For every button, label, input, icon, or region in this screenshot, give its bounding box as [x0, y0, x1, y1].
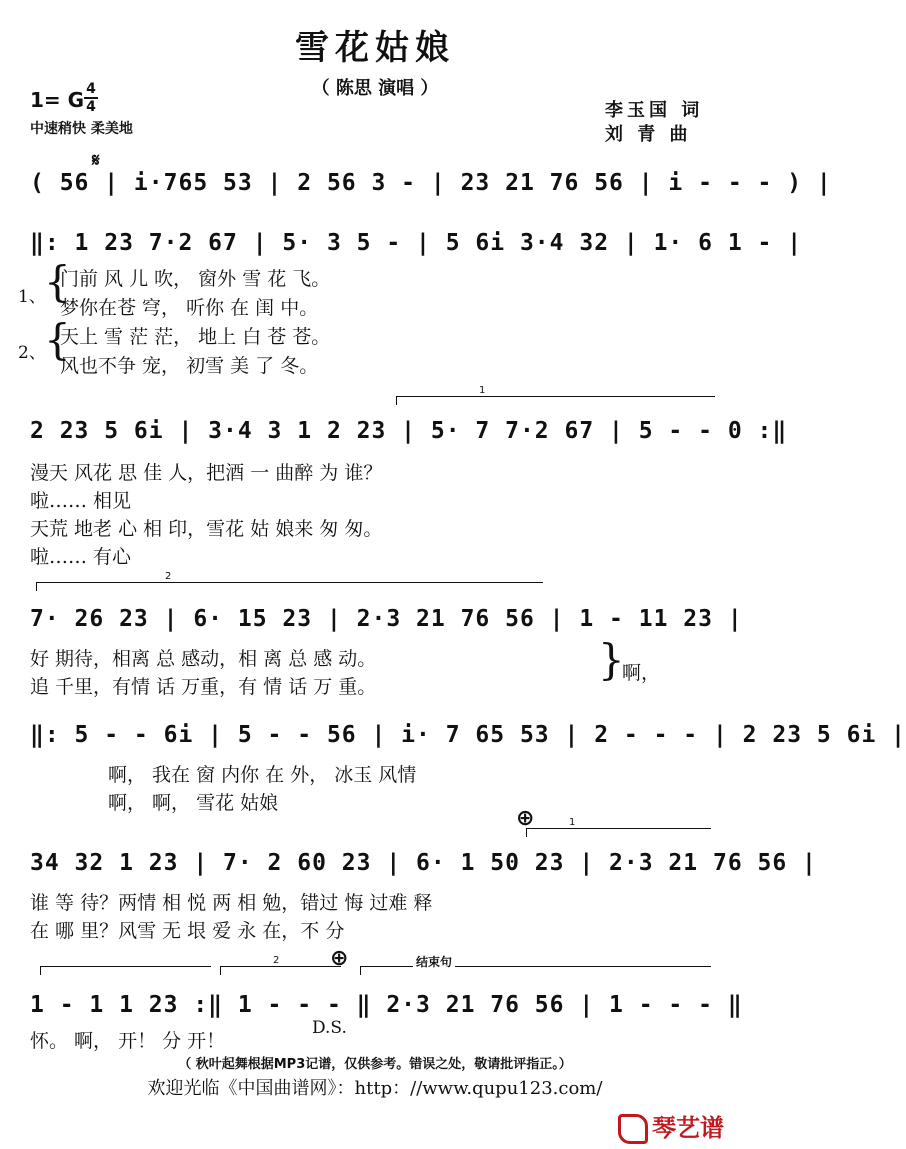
lyricist-credit: 李玉国 词: [605, 100, 704, 121]
lyric-line5-a: 啊， 我在 窗 内你 在 外， 冰玉 风情: [108, 764, 417, 786]
volta-1-number: 1: [479, 385, 486, 396]
volta-1-number-line6: 1: [569, 817, 576, 828]
volta-1-line7: [40, 966, 211, 975]
time-signature-bottom: 4: [86, 99, 96, 115]
lyric-verse2-b: 风也不争 宠， 初雪 美 了 冬。: [60, 355, 319, 377]
singer-credit: （ 陈思 演唱 ）: [311, 78, 439, 99]
staff-line-1: ( 56 | i·765 53 | 2 56 3 - | 23 21 76 56 | i - - - ) |: [30, 170, 832, 196]
lyric-line6-a: 谁 等 待？两情 相 悦 两 相 勉，错过 悔 过难 释: [30, 892, 433, 914]
staff-line-6: 34 32 1 23 | 7· 2 60 23 | 6· 1 50 23 | 2·3 21 76 56 |: [30, 850, 817, 876]
tempo-marking: 中速稍快 柔美地: [30, 121, 133, 137]
coda-sign-2: ⊕: [330, 946, 349, 971]
verse-number-2: 2、: [18, 343, 46, 363]
lyric-verse1-b: 梦你在苍 穹， 听你 在 闺 中。: [60, 297, 319, 319]
composer-credit: 刘 青 曲: [605, 124, 692, 145]
staff-line-4: 7· 26 23 | 6· 15 23 | 2·3 21 76 56 | 1 - 11 23 |: [30, 606, 743, 632]
volta-2-line4: [36, 571, 543, 591]
dal-segno: D.S.: [312, 1018, 347, 1038]
staff-line-5: ‖: 5 - - 6i | 5 - - 56 | i· 7 65 53 | 2 - - - | 2 23 5 6i |: [30, 722, 906, 748]
lyric-line5-b: 啊， 啊， 雪花 姑娘: [108, 792, 279, 814]
time-signature-top: 4: [86, 81, 96, 97]
coda-sign-1: ⊕: [516, 806, 535, 831]
volta-2-number-line7: 2: [273, 955, 280, 966]
lyric-line3-b: 啦…… 相见: [30, 490, 132, 512]
lyric-brace-line4: }: [598, 635, 625, 684]
volta-1-line3: [396, 385, 715, 405]
logo-mark-icon: [618, 1114, 648, 1144]
lyric-verse2-a: 天上 雪 茫 茫， 地上 白 苍 苍。: [60, 326, 331, 348]
site-logo: [618, 1108, 724, 1144]
lyric-line6-b: 在 哪 里？风雪 无 垠 爱 永 在，不 分: [30, 920, 345, 942]
ending-bracket: [360, 955, 711, 975]
website-welcome: 欢迎光临《中国曲谱网》：http：//www.qupu123.com/: [147, 1078, 603, 1099]
lyric-line3-c: 天荒 地老 心 相 印，雪花 姑 娘来 匆 匆。: [30, 518, 383, 540]
lyric-verse1-a: 门前 风 儿 吹， 窗外 雪 花 飞。: [60, 268, 331, 290]
lyric-line4-b: 追 千里，有情 话 万重，有 情 话 万 重。: [30, 676, 377, 698]
verse-brace-2: {: [44, 315, 71, 364]
staff-line-7: 1 - 1 1 23 :‖ 1 - - - ‖ 2·3 21 76 56 | 1 - - - ‖: [30, 992, 743, 1018]
volta-1-line6: [526, 817, 711, 837]
staff-line-2: ‖: 1 23 7·2 67 | 5· 3 5 - | 5 6i 3·4 32 | 1· 6 1 - |: [30, 230, 803, 256]
lyric-line7-a: 怀。 啊， 开！ 分 开！: [30, 1030, 226, 1052]
key-signature: 1= G: [30, 88, 85, 112]
time-signature: [84, 82, 98, 114]
lyric-line3-a: 漫天 风花 思 佳 人，把酒 一 曲醉 为 谁？: [30, 462, 383, 484]
logo-text: 琴艺谱: [652, 1114, 724, 1142]
staff-line-3: 2 23 5 6i | 3·4 3 1 2 23 | 5· 7 7·2 67 | 5 - - 0 :‖: [30, 418, 788, 444]
lyric-line4-ah: 啊，: [622, 662, 661, 684]
lyric-line3-d: 啦…… 有心: [30, 546, 132, 568]
ending-label: 结束句: [413, 953, 455, 970]
segno-sign: 𝄋: [92, 150, 100, 171]
volta-2-line7: [220, 955, 341, 975]
volta-2-number: 2: [165, 571, 172, 582]
lyric-line4-a: 好 期待，相离 总 感动，相 离 总 感 动。: [30, 648, 377, 670]
transcription-note: （ 秋叶起舞根据MP3记谱，仅供参考。错误之处，敬请批评指正。）: [178, 1057, 572, 1072]
verse-brace-1: {: [44, 257, 71, 306]
verse-number-1: 1、: [18, 287, 46, 307]
song-title: 雪花姑娘: [295, 28, 455, 68]
